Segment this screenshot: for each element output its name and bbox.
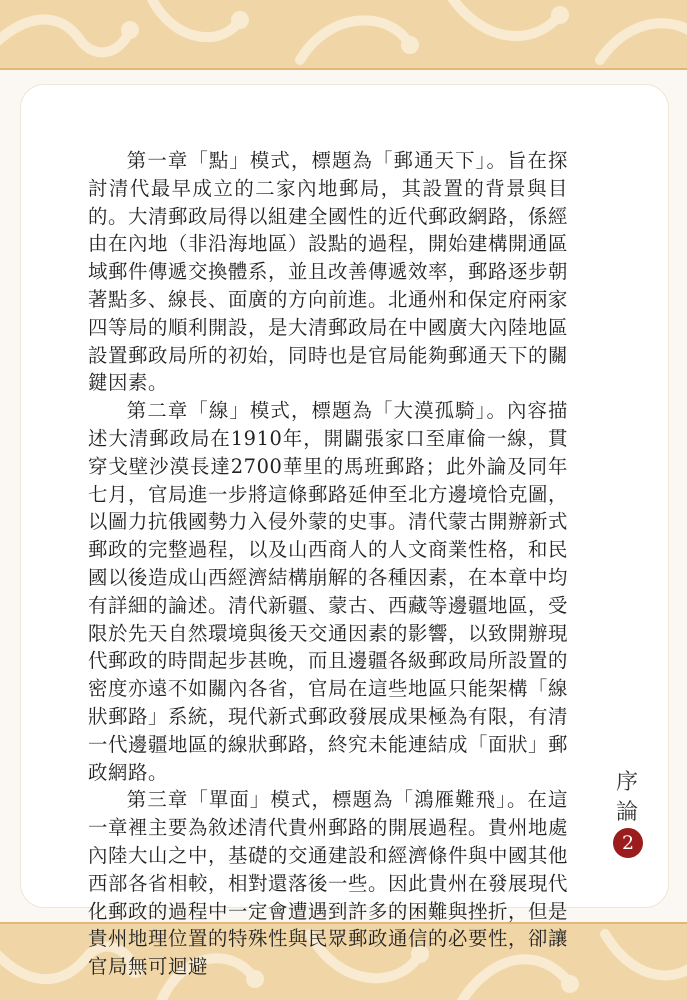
paragraph-chapter-2: 第二章「線」模式，標題為「大漠孤騎」。內容描述大清郵政局在1910年，開闢張家口至庫倫一線，貫穿戈壁沙漠長達2700華里的馬班郵路；此外論及同年七月，官局進一步將這條郵路延伸至北方邊境恰克圖，以圖力抗俄國勢力入侵外蒙的史事。清代蒙古開辦新式郵政的完整過程，以及山西商人的人文商業性格，和民國以後造成山西經濟結構崩解的各種因素，在本章中均有詳細的論述。清代新疆、蒙古、西藏等邊疆地區，受限於先天自然環境與後天交通因素的影響，以致開辦現代郵政的時間起步甚晚，而且邊疆各級郵政局所設置的密度亦遠不如關內各省，官局在這些地區只能架構「線狀郵路」系統，現代新式郵政發展成果極為有限，有清一代邊疆地區的線狀郵路，終究未能連結成「面狀」郵政網路。 [88,399,568,784]
section-title-vertical [612,768,642,828]
paragraph-chapter-3: 第三章「單面」模式，標題為「鴻雁難飛」。在這一章裡主要為敘述清代貴州郵路的開展過程。貴州地處內陸大山之中，基礎的交通建設和經濟條件與中國其他西部各省相較，相對還落後一些。因此貴州在發展現代化郵政的過程中一定會遭遇到許多的困難與挫折，但是貴州地理位置的特殊性與民眾郵政通信的必要性，卻讓官局無可迴避 [88,788,568,979]
section-title-char: 論 [615,800,638,825]
top-decorative-band [0,0,687,68]
top-band-edge [0,68,687,70]
top-scroll-pattern [0,0,687,68]
page-number-badge: 2 [613,828,643,858]
section-title-char: 序 [615,770,638,795]
body-text [88,147,568,981]
paragraph-chapter-1: 第一章「點」模式，標題為「郵通天下」。旨在探討清代最早成立的二家內地郵局，其設置的背景與目的。大清郵政局得以組建全國性的近代郵政網路，係經由在內地（非沿海地區）設點的過程，開始建構開通區域郵件傳遞交換體系，並且改善傳遞效率，郵路逐步朝著點多、線長、面廣的方向前進。北通州和保定府兩家四等局的順利開設，是大清郵政局在中國廣大內陸地區設置郵政局所的初始，同時也是官局能夠郵通天下的關鍵因素。 [88,149,568,395]
